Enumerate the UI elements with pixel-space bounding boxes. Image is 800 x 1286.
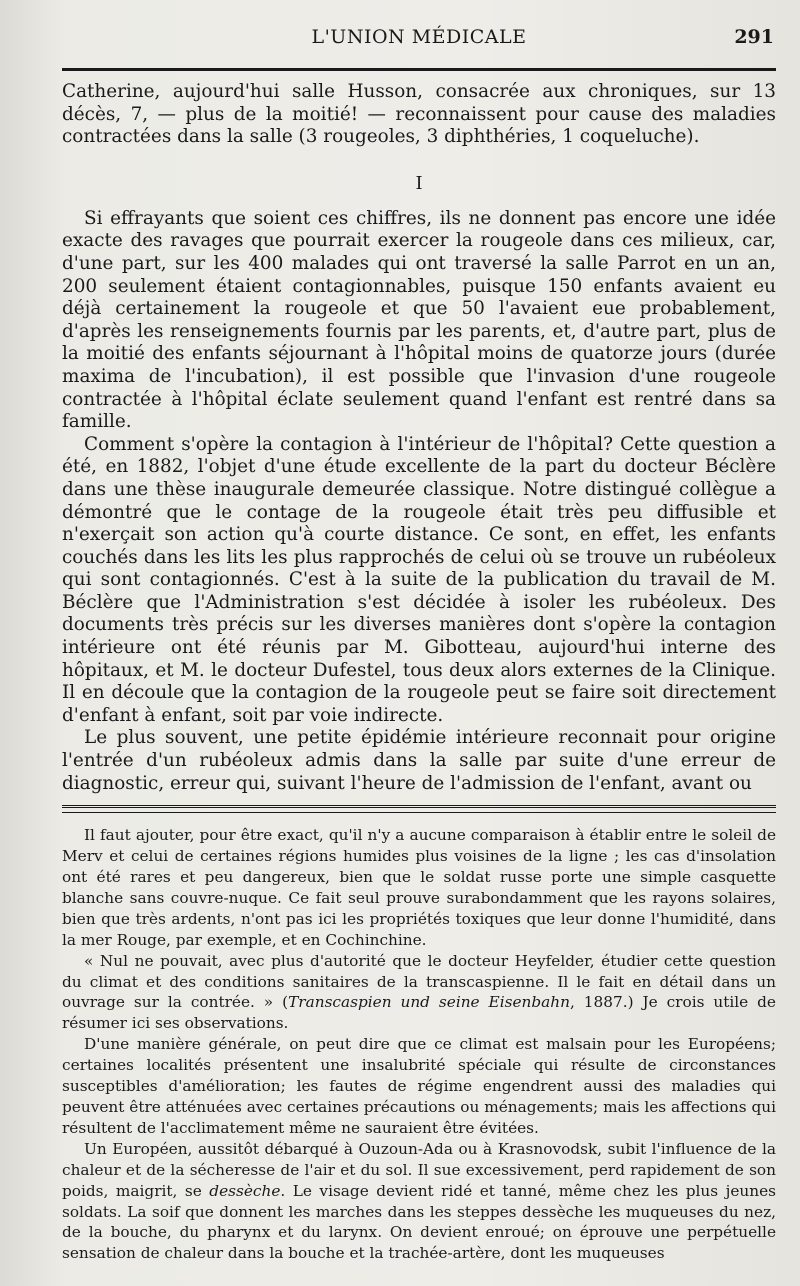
running-header <box>62 22 776 50</box>
emphasized-word: dessèche <box>209 1181 281 1200</box>
paragraph: Si effrayants que soient ces chiffres, ils ne donnent pas encore une idée exacte des ravages que pourrait exercer la rougeole dans ces milieux, car, d'une part, sur les 400 malades qui ont traversé la salle Parrot en un an, 200 seulement étaient contagionnables, puisque 150 enfants avaient eu déjà certainement la rougeole et que 50 l'avaient eue probablement, d'après les renseignements fournis par les parents, et, d'autre part, plus de la moitié des enfants séjournant à l'hôpital moins de quatorze jours (durée maxima de l'incubation), il est possible que l'invasion d'une rougeole contractée à l'hôpital éclate seulement quand l'enfant est rentré dans sa famille. <box>62 207 776 433</box>
main-text <box>62 81 776 795</box>
footnote-text: . Le visage devient ridé et tanné, même chez les plus jeunes soldats. La soif que donnent les marches dans les steppes dessèche les muqueuses du nez, de la bouche, du pharynx et du larynx. On devient enroué; on éprouve une perpétuelle sensation de chaleur dans la bouche et la trachée-artère, dont les muqueuses <box>62 1181 776 1263</box>
paragraph-continued: Catherine, aujourd'hui salle Husson, consacrée aux chroniques, sur 13 décès, 7, — plus de la moitié! — reconnaissent pour cause des maladies contractées dans la salle (3 rougeoles, 3 diphthéries, 1 coqueluche). <box>62 81 776 148</box>
footnote-text: , 1887.) Je crois utile de résumer ici ses observations. <box>62 993 776 1033</box>
footnote-separator <box>62 805 776 813</box>
page-number: 291 <box>734 26 774 48</box>
paragraph: Comment s'opère la contagion à l'intérieur de l'hôpital? Cette question a été, en 1882, l'objet d'une étude excellente de la part du docteur Béclère dans une thèse inaugurale demeurée classique. Notre distingué collègue a démontré que le contage de la rougeole était très peu diffusible et n'exerçait son action qu'à courte distance. Ce sont, en effet, les enfants couchés dans les lits les plus rapprochés de celui où se trouve un rubéoleux qui sont contagionnés. C'est à la suite de la publication du travail de M. Béclère que l'Administration s'est décidée à isoler les rubéoleux. Des documents très précis sur les diverses manières dont s'opère la contagion intérieure ont été réunis par M. Gibotteau, aujourd'hui interne des hôpitaux, et M. le docteur Dufestel, tous deux alors externes de la Clinique. Il en découle que la contagion de la rougeole peut se faire soit directement d'enfant à enfant, soit par voie indirecte. <box>62 433 776 726</box>
footnotes <box>62 825 776 1264</box>
cited-work-title: Transcaspien und seine Eisenbahn <box>288 993 570 1012</box>
footnote-paragraph: Il faut ajouter, pour être exact, qu'il n'y a aucune comparaison à établir entre le soleil de Merv et celui de certaines régions humides plus voisines de la ligne ; les cas d'insolation ont été rares et peu dangereux, bien que le soldat russe porte une simple casquette blanche sans couvre-nuque. Ce fait seul prouve surabondamment que les rayons solaires, bien que très ardents, n'ont pas ici les propriétés toxiques que leur donne l'humidité, dans la mer Rouge, par exemple, et en Cochinchine. <box>62 826 776 949</box>
section-number: I <box>415 172 423 194</box>
footnote-text: Un Européen, aussitôt débarqué à Ouzoun-Ada ou à Krasnovodsk, subit l'influence de la chaleur et de la sécheresse de l'air et du sol. Il sue excessivement, perd rapidement de son poids, maigrit, se <box>62 1139 776 1200</box>
footnote-paragraph <box>62 1139 776 1264</box>
header-rule <box>62 68 776 71</box>
footnote-paragraph <box>62 951 776 1035</box>
footnote-text: « Nul ne pouvait, avec plus d'autorité que le docteur Heyfelder, étudier cette question du climat et des conditions sanitaires de la transcaspienne. Il le fait en détail dans un ouvrage sur la contrée. » ( <box>62 951 776 1012</box>
journal-title: L'UNION MÉDICALE <box>311 26 527 48</box>
paragraph: Le plus souvent, une petite épidémie intérieure reconnait pour origine l'entrée d'un rubéoleux admis dans la salle par suite d'une erreur de diagnostic, erreur qui, suivant l'heure de l'admission de l'enfant, avant ou <box>62 727 776 794</box>
footnote-paragraph: D'une manière générale, on peut dire que ce climat est malsain pour les Européens; certaines localités présentent une insalubrité spéciale qui résulte de circonstances susceptibles d'amélioration; les fautes de régime engendrent aussi des maladies qui peuvent être atténuées avec certaines précautions ou ménagements; mais les affections qui résultent de l'acclimatement même ne sauraient être évitées. <box>62 1035 776 1137</box>
